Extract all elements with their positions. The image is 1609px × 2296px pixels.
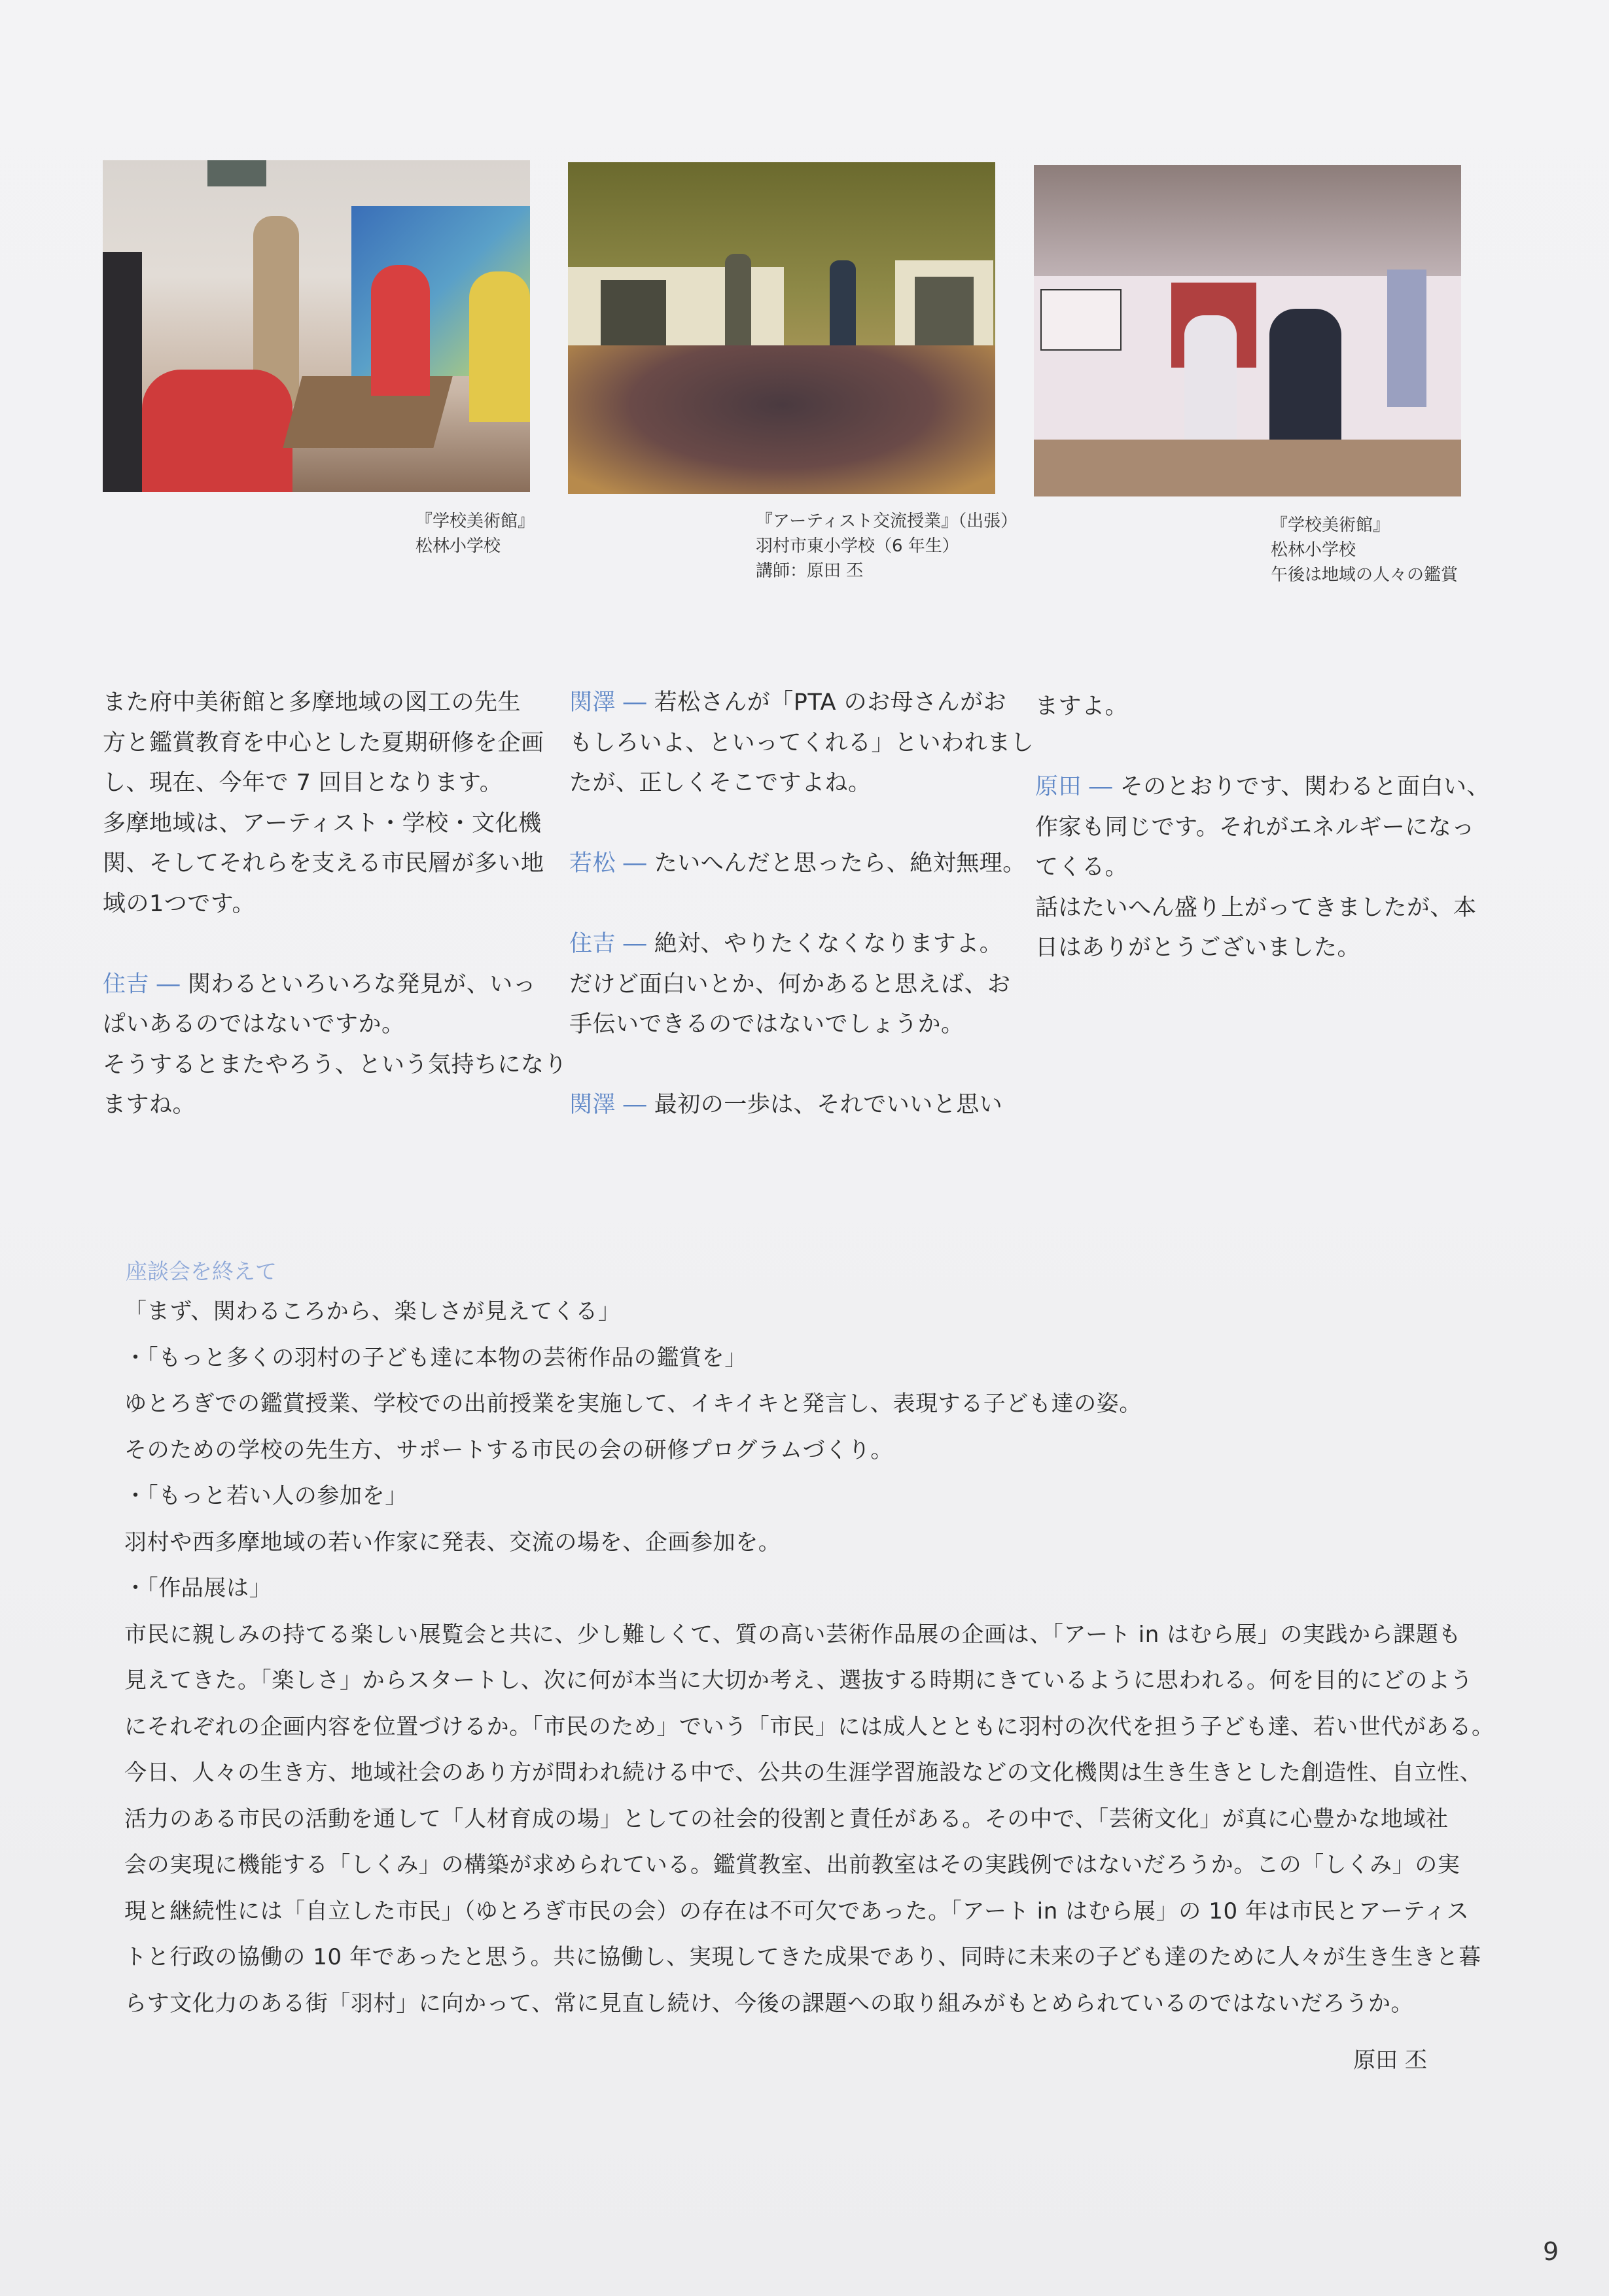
line-text: たが、正しくそこですよね。 <box>569 770 872 796</box>
afterword-line: 「まず、関わるころから、楽しさが見えてくる」 <box>124 1298 621 1325</box>
text-line <box>1035 808 1475 848</box>
line-text: 関、そしてそれらを支える市民層が多い地 <box>103 850 544 877</box>
text-line <box>103 723 544 764</box>
line-text: だけど面白いとか、何かあると思えば、お <box>569 971 1011 998</box>
photo-artist-exchange-class <box>568 162 995 494</box>
afterword-line: ・「もっと多くの羽村の子ども達に本物の芸術作品の鑑賞を」 <box>124 1344 747 1371</box>
afterword-line: 現と継続性には「自立した市民」（ゆとろぎ市民の会）の存在は不可欠であった。「アート in はむら展」の 10 年は市民とアーティス <box>124 1898 1470 1924</box>
text-line <box>103 884 535 925</box>
speaker-line <box>103 965 535 1005</box>
speaker-name: 関澤 ― <box>569 1092 647 1118</box>
text-line <box>103 804 542 844</box>
text-line <box>1035 687 1467 727</box>
afterword-line: にそれぞれの企画内容を位置づけるか。「市民のため」でいう「市民」には成人とともに羽村の次代を担う子ども達、若い世代がある。 <box>124 1713 1494 1740</box>
text-line <box>103 763 535 804</box>
text-line <box>103 1045 568 1086</box>
line-text: 若松さんが「PTA のお母さんがお <box>646 689 1007 716</box>
text-line <box>569 1005 1001 1045</box>
line-text: そのとおりです、関わると面白い、 <box>1112 774 1490 800</box>
photo-caption-3: 『学校美術館』 松林小学校 午後は地域の人々の鑑賞 <box>1271 515 1459 585</box>
line-text: し、現在、今年で 7 回目となります。 <box>103 770 503 796</box>
line-text: 話はたいへん盛り上がってきましたが、本 <box>1035 894 1477 921</box>
text-line <box>1035 888 1477 929</box>
speaker-line <box>569 683 1007 723</box>
text-line <box>569 723 1034 764</box>
speaker-name: 若松 ― <box>569 850 647 877</box>
line-text: そうするとまたやろう、という気持ちになり <box>103 1051 568 1078</box>
line-text: 絶対、やりたくなくなりますよ。 <box>646 931 1003 957</box>
text-line <box>569 763 1001 804</box>
text-line <box>569 884 1001 925</box>
discussion-column-2 <box>569 683 1034 1126</box>
line-text: 方と鑑賞教育を中心とした夏期研修を企画 <box>103 729 544 756</box>
afterword-line: 市民に親しみの持てる楽しい展覧会と共に、少し難しくて、質の高い芸術作品展の企画は、「アート in はむら展」の実践から課題も <box>124 1621 1462 1648</box>
afterword-line: 会の実現に機能する「しくみ」の構築が求められている。鑑賞教室、出前教室はその実践例ではないだろうか。この「しくみ」の実 <box>124 1852 1460 1878</box>
line-text: 手伝いできるのではないでしょうか。 <box>569 1011 964 1037</box>
afterword-line: 見えてきた。「楽しさ」からスタートし、次に何が本当に大切か考え、選抜する時期にきているように思われる。何を目的にどのよう <box>124 1667 1474 1694</box>
speaker-line <box>569 844 1026 884</box>
speaker-line <box>569 924 1001 965</box>
afterword-line: そのための学校の先生方、サポートする市民の会の研修プログラムづくり。 <box>124 1436 894 1463</box>
signature: 原田 丕 <box>1353 2047 1427 2074</box>
line-text: てくる。 <box>1035 854 1129 880</box>
line-text: 作家も同じです。それがエネルギーになっ <box>1035 814 1475 841</box>
speaker-line <box>569 1085 1001 1126</box>
afterword-line: トと行政の協働の 10 年であったと思う。共に協働し、実現してきた成果であり、同時に未来の子ども達のために人々が生き生きと暮 <box>124 1944 1481 1970</box>
text-line <box>103 844 544 884</box>
speaker-name: 関澤 ― <box>569 689 647 716</box>
afterword-line: 活力のある市民の活動を通して「人材育成の場」としての社会的役割と責任がある。その中で、「芸術文化」が真に心豊かな地域社 <box>124 1805 1449 1832</box>
photo-school-museum-community <box>1034 165 1461 496</box>
line-text: ぱいあるのではないですか。 <box>103 1011 405 1037</box>
afterword-line: 羽村や西多摩地域の若い作家に発表、交流の場を、企画参加を。 <box>124 1529 781 1556</box>
line-text: 最初の一歩は、それでいいと思い <box>646 1092 1003 1118</box>
text-line <box>569 965 1011 1005</box>
speaker-name: 原田 ― <box>1035 774 1113 800</box>
afterword-line: ・「作品展は」 <box>124 1575 272 1601</box>
speaker-line <box>1035 767 1490 808</box>
text-line <box>569 1045 1001 1086</box>
discussion-column-1 <box>103 683 568 1126</box>
line-text: ますよ。 <box>1035 693 1129 720</box>
page-number: 9 <box>1543 2237 1559 2266</box>
line-text: もしろいよ、といってくれる」といわれまし <box>569 729 1034 756</box>
speaker-name: 住吉 ― <box>569 931 647 957</box>
photo-caption-1: 『学校美術館』 松林小学校 <box>416 512 535 556</box>
line-text: 関わるといろいろな発見が、いっ <box>180 971 537 998</box>
line-text: 日はありがとうございました。 <box>1035 935 1361 961</box>
speaker-name: 住吉 ― <box>103 971 181 998</box>
photo-school-museum-sculpture <box>103 160 530 492</box>
text-line <box>103 1005 535 1045</box>
text-line <box>103 683 535 723</box>
afterword-heading: 座談会を終えて <box>126 1259 277 1284</box>
text-line <box>103 1085 535 1126</box>
afterword-body <box>124 1289 1494 2026</box>
text-line <box>1035 848 1467 888</box>
line-text: たいへんだと思ったら、絶対無理。 <box>646 850 1026 877</box>
text-line <box>103 924 535 965</box>
line-text: ますね。 <box>103 1092 196 1118</box>
afterword-line: 今日、人々の生き方、地域社会のあり方が問われ続ける中で、公共の生涯学習施設などの文化機関は生き生きとした創造性、自立性、 <box>124 1760 1483 1786</box>
text-line <box>569 804 1001 844</box>
text-line <box>1035 928 1467 969</box>
discussion-column-3 <box>1035 687 1490 969</box>
photo-caption-2: 『アーティスト交流授業』（出張） 羽村市東小学校（6 年生） 講師：原田 丕 <box>756 512 1018 581</box>
line-text: また府中美術館と多摩地域の図工の先生 <box>103 689 522 716</box>
text-line <box>1035 727 1467 768</box>
afterword-line: らす文化力のある街「羽村」に向かって、常に見直し続け、今後の課題への取り組みがもとめられているのではないだろうか。 <box>124 1990 1414 2017</box>
line-text: 域の1つです。 <box>103 890 255 917</box>
afterword-line: ゆとろぎでの鑑賞授業、学校での出前授業を実施して、イキイキと発言し、表現する子ども達の姿。 <box>124 1391 1142 1417</box>
afterword-line: ・「もっと若い人の参加を」 <box>124 1483 408 1509</box>
line-text: 多摩地域は、アーティスト・学校・文化機 <box>103 810 542 837</box>
